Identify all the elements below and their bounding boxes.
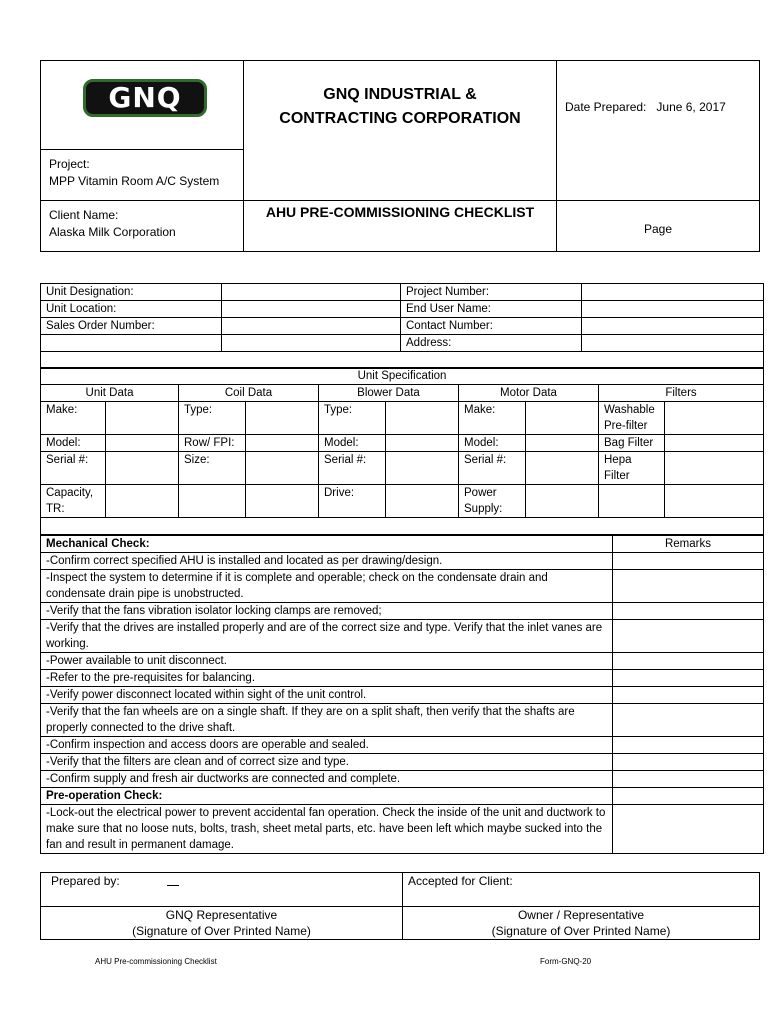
gnq-sig-label: (Signature of Over Printed Name) [132,924,311,938]
mech-check-item: -Verify that the fans vibration isolator locking clamps are removed; [41,603,613,620]
blower-type-field[interactable] [386,402,459,435]
owner-signature-cell[interactable] [403,907,760,940]
mech-check-item: -Verify that the filters are clean and of correct size and type. [41,754,613,771]
unit-designation-field[interactable] [222,284,401,301]
logo-cell [41,61,244,150]
date-cell [557,61,760,201]
mechanical-check-table [40,535,764,854]
gnq-logo [83,79,207,117]
coil-size-label: Size: [179,452,246,485]
project-number-label: Project Number: [401,284,582,301]
mech-check-row [41,570,764,603]
mech-check-remark[interactable] [613,771,764,788]
washable-filter-label: Washable Pre-filter [599,402,665,435]
address-field[interactable] [582,335,764,352]
drive-field[interactable] [386,485,459,518]
mech-check-item: -Confirm correct specified AHU is installed and located as per drawing/design. [41,553,613,570]
coil-type-label: Type: [179,402,246,435]
project-number-field[interactable] [582,284,764,301]
owner-sig-label: (Signature of Over Printed Name) [491,924,671,938]
preop-item-remark[interactable] [613,805,764,854]
coil-type-field[interactable] [246,402,319,435]
mech-title: Mechanical Check: [41,536,613,553]
bag-filter-label: Bag Filter [599,435,665,452]
spec-title: Unit Specification [41,368,764,385]
company-line2: CONTRACTING CORPORATION [279,110,521,127]
mech-check-remark[interactable] [613,687,764,704]
mech-check-item: -Confirm supply and fresh air ductworks are connected and complete. [41,771,613,788]
mech-check-remark[interactable] [613,553,764,570]
motor-serial-label: Serial #: [459,452,526,485]
company-line1: GNQ INDUSTRIAL & [323,86,477,103]
mech-check-remark[interactable] [613,603,764,620]
mech-check-item: -Inspect the system to determine if it is complete and operable; check on the condensate drain and condensate drain pipe is unobstructed. [41,570,613,603]
mech-check-row [41,687,764,704]
gnq-rep-label: GNQ Representative [165,908,278,922]
unit-make-label: Make: [41,402,106,435]
motor-make-label: Make: [459,402,526,435]
project-label: Project: [49,157,90,171]
page-label: Page [643,222,673,236]
coil-blank-label [179,485,246,518]
mech-check-item: -Verify that the drives are installed properly and are of the correct size and type. Verify that the inlet vanes are working. [41,620,613,653]
sales-order-label: Sales Order Number: [41,318,222,335]
mech-check-row [41,620,764,653]
client-value: Alaska Milk Corporation [49,225,176,239]
blower-serial-field[interactable] [386,452,459,485]
mech-check-item: -Refer to the pre-requisites for balancing. [41,670,613,687]
bag-filter-field[interactable] [665,435,764,452]
preop-title: Pre-operation Check: [41,788,613,805]
end-user-field[interactable] [582,301,764,318]
hepa-filter-field[interactable] [665,452,764,485]
hepa-filter-label: Hepa Filter [599,452,665,485]
mech-check-remark[interactable] [613,754,764,771]
mech-check-row [41,603,764,620]
mech-check-row [41,670,764,687]
header-table [40,60,760,252]
prepared-by-label: Prepared by: [41,873,403,907]
unit-info-table [40,283,764,369]
coil-blank-field[interactable] [246,485,319,518]
blower-model-label: Model: [319,435,386,452]
preop-item: -Lock-out the electrical power to prevent accidental fan operation. Check the inside of the unit and ductwork to make sure that no loose nuts, bolts, trash, sheet metal parts, etc. have been left which maybe sucked into the fan and result in permanent damage. [41,805,613,854]
blower-data-header: Blower Data [319,385,459,402]
coil-row-fpi-field[interactable] [246,435,319,452]
blower-model-field[interactable] [386,435,459,452]
prepared-by-underline [167,885,179,886]
date-label: Date Prepared: [565,100,647,114]
footer-right: Form-GNQ-20 [540,957,592,966]
unit-model-field[interactable] [106,435,179,452]
drive-label: Drive: [319,485,386,518]
blank-label [41,335,222,352]
form-title: AHU PRE-COMMISSIONING CHECKLIST [265,204,535,220]
motor-model-field[interactable] [526,435,599,452]
end-user-label: End User Name: [401,301,582,318]
project-cell [41,150,244,201]
mech-check-item: -Power available to unit disconnect. [41,653,613,670]
sales-order-field[interactable] [222,318,401,335]
mech-check-item: -Confirm inspection and access doors are operable and sealed. [41,737,613,754]
washable-filter-field[interactable] [665,402,764,435]
accepted-for-label: Accepted for Client: [403,873,760,907]
mech-check-remark[interactable] [613,653,764,670]
unit-spec-table [40,367,764,535]
unit-location-label: Unit Location: [41,301,222,318]
filter-blank-label [599,485,665,518]
unit-location-field[interactable] [222,301,401,318]
logo-text: GNQ [108,81,182,114]
unit-serial-label: Serial #: [41,452,106,485]
unit-serial-field[interactable] [106,452,179,485]
motor-data-header: Motor Data [459,385,599,402]
gnq-signature-cell[interactable] [41,907,403,940]
unit-designation-label: Unit Designation: [41,284,222,301]
project-value: MPP Vitamin Room A/C System [49,174,220,188]
unit-data-header: Unit Data [41,385,179,402]
mech-check-item: -Verify that the fan wheels are on a single shaft. If they are on a split shaft, then verify that the shafts are properly connected to the drive shaft. [41,704,613,737]
mech-check-remark[interactable] [613,704,764,737]
mech-check-row [41,771,764,788]
mech-check-row [41,737,764,754]
form-title-cell [244,201,557,252]
spacer-row [41,352,764,369]
mech-check-remark[interactable] [613,570,764,603]
mech-check-row [41,553,764,570]
power-supply-label: Power Supply: [459,485,526,518]
company-cell [244,61,557,201]
client-label: Client Name: [49,208,119,222]
blower-type-label: Type: [319,402,386,435]
preop-title-remark[interactable] [613,788,764,805]
coil-size-field[interactable] [246,452,319,485]
mech-check-remark[interactable] [613,737,764,754]
mech-check-row [41,653,764,670]
signature-table [40,872,760,940]
motor-serial-field[interactable] [526,452,599,485]
coil-row-fpi-label: Row/ FPI: [179,435,246,452]
client-cell [41,201,244,252]
capacity-label: Capacity, TR: [41,485,106,518]
blower-serial-label: Serial #: [319,452,386,485]
motor-model-label: Model: [459,435,526,452]
blank-field[interactable] [222,335,401,352]
motor-make-field[interactable] [526,402,599,435]
power-supply-field[interactable] [526,485,599,518]
filter-blank-field[interactable] [665,485,764,518]
date-value: June 6, 2017 [656,100,726,114]
filters-header: Filters [599,385,764,402]
unit-make-field[interactable] [106,402,179,435]
mech-check-remark[interactable] [613,620,764,653]
mech-check-item: -Verify power disconnect located within sight of the unit control. [41,687,613,704]
contact-number-label: Contact Number: [401,318,582,335]
spacer-row [41,518,764,535]
mech-check-row [41,754,764,771]
unit-model-label: Model: [41,435,106,452]
remarks-header: Remarks [613,536,764,553]
mech-check-remark[interactable] [613,670,764,687]
owner-rep-label: Owner / Representative [517,908,645,922]
coil-data-header: Coil Data [179,385,319,402]
page-cell [557,201,760,252]
address-label: Address: [401,335,582,352]
capacity-field[interactable] [106,485,179,518]
contact-number-field[interactable] [582,318,764,335]
footer-left: AHU Pre-commissioning Checklist [95,957,217,966]
mech-check-row [41,704,764,737]
